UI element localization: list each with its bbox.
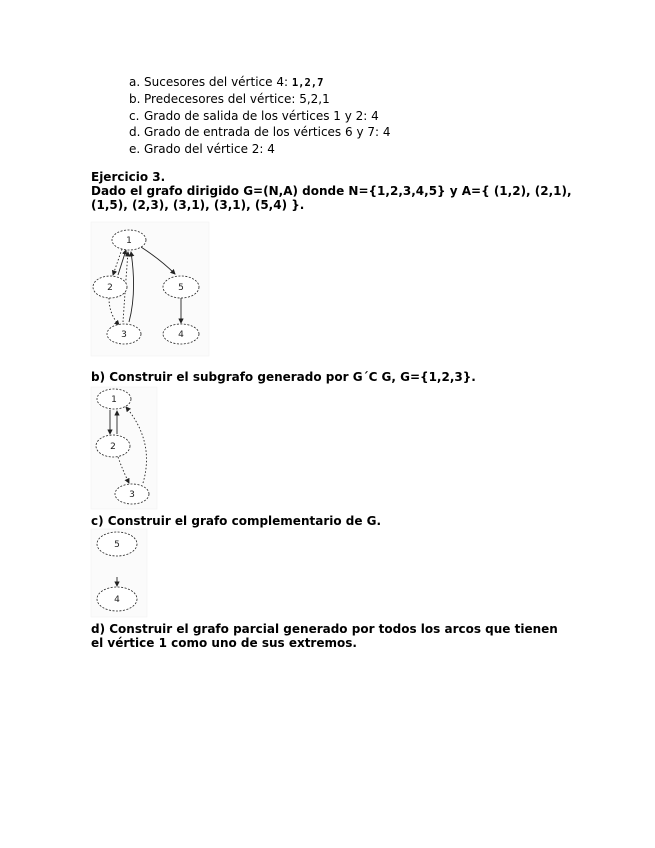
graph-main <box>91 222 209 356</box>
answer-item-b <box>129 91 391 107</box>
answer-item-d <box>129 124 391 140</box>
answer-item-c <box>129 108 391 124</box>
graph-complement-c <box>91 529 147 617</box>
graph-subgraph-b <box>91 387 157 509</box>
node-label: 5 <box>178 283 184 293</box>
graph-node-2 <box>96 435 130 457</box>
question-c: c) Construir el grafo complementario de G. <box>91 514 382 528</box>
node-label: 3 <box>121 330 127 340</box>
node-label: 1 <box>111 395 117 405</box>
answer-item-e <box>129 141 391 157</box>
question-d-line2: el vértice 1 como uno de sus extremos. <box>91 636 357 650</box>
answer-text: Sucesores del vértice 4: <box>144 75 292 89</box>
node-label: 1 <box>126 236 132 246</box>
graph-node-5 <box>97 532 137 556</box>
graph-node-1 <box>97 389 131 409</box>
graph-node-4 <box>163 324 199 344</box>
node-label: 2 <box>110 442 116 452</box>
answer-text: Grado de entrada de los vértices 6 y 7: 4 <box>144 125 391 140</box>
answer-letter: d. <box>129 125 141 140</box>
answer-letter: a. <box>129 75 141 89</box>
answer-text: Grado de salida de los vértices 1 y 2: 4 <box>144 108 379 123</box>
answer-item-a <box>129 74 391 91</box>
graph-node-3 <box>115 484 149 504</box>
node-label: 2 <box>107 283 113 293</box>
node-label: 4 <box>114 595 120 605</box>
graph-node-2 <box>93 276 127 298</box>
exercise-statement-line2: (1,5), (2,3), (3,1), (3,1), (5,4) }. <box>91 198 305 212</box>
graph-node-3 <box>107 324 141 344</box>
question-d-line1: d) Construir el grafo parcial generado por todos los arcos que tienen <box>91 622 558 636</box>
answer-letter: e. <box>129 141 141 156</box>
node-label: 4 <box>178 330 184 340</box>
graph-node-5 <box>163 276 199 298</box>
exercise-statement-line1: Dado el grafo dirigido G=(N,A) donde N={1,2,3,4,5} y A={ (1,2), (2,1), <box>91 184 572 198</box>
node-label: 3 <box>129 490 135 500</box>
question-b: b) Construir el subgrafo generado por G´C G, G={1,2,3}. <box>91 370 476 384</box>
graph-node-4 <box>97 587 137 611</box>
answer-text: Grado del vértice 2: 4 <box>144 141 275 156</box>
answer-text: Predecesores del vértice: 5,2,1 <box>144 92 330 107</box>
answer-value: 1,2,7 <box>291 77 324 89</box>
answer-letter: c. <box>129 108 140 123</box>
answer-letter: b. <box>129 92 141 107</box>
answer-list <box>129 74 391 157</box>
exercise-title: Ejercicio 3. <box>91 170 166 184</box>
node-label: 5 <box>114 540 120 550</box>
graph-node-1 <box>112 230 146 250</box>
